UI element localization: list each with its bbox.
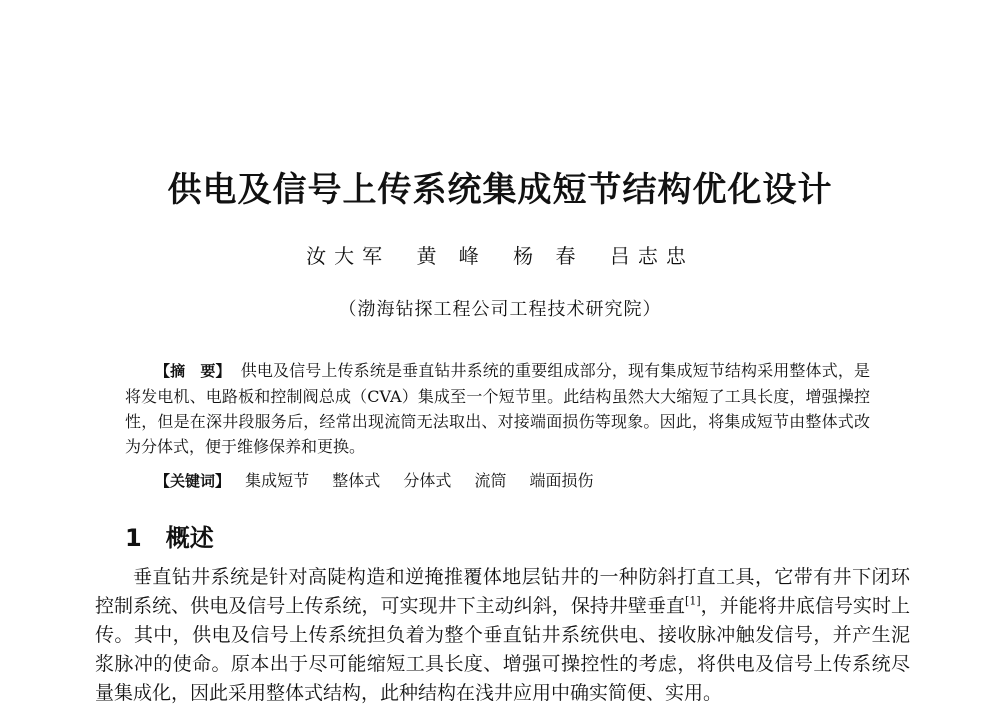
section-heading [125,523,214,553]
author-name: 吕志忠 [609,244,694,268]
keyword: 流筒 [474,471,507,490]
author-name: 黄 峰 [416,244,487,268]
keyword: 分体式 [403,471,452,490]
body-text-part2: ，并能将井底信号实时上传。其中，供电及信号上传系统担负着为整个垂直钻井系统供电、接收脉冲触发信号，并产生泥浆脉冲的使命。原本出于尽可能缩短工具长度、增强可操控性的考虑，将供电及信号上传系统尽量集成化，因此采用整体式结构，此种结构在浅井应用中确实简便、实用。 [95,595,910,704]
paper-title: 供电及信号上传系统集成短节结构优化设计 [167,170,833,210]
section-title: 概述 [165,524,214,552]
keyword: 集成短节 [245,471,310,490]
author-name: 杨 春 [513,244,584,268]
abstract [125,358,870,459]
citation-ref[interactable]: [1] [685,594,701,608]
author-list [0,243,1000,269]
abstract-label: 【摘 要】 [155,362,231,380]
body-text-part1: 垂直钻井系统是针对高陡构造和逆掩推覆体地层钻井的一种防斜打直工具，它带有井下闭环控制系统、供电及信号上传系统，可实现井下主动纠斜，保持井壁垂直 [95,566,910,617]
keyword: 端面损伤 [529,471,594,490]
affiliation: （渤海钻探工程公司工程技术研究院） [338,299,662,320]
body-paragraph [95,563,910,708]
keywords [155,468,870,494]
keywords-label: 【关键词】 [155,472,231,490]
abstract-text: 供电及信号上传系统是垂直钻井系统的重要组成部分，现有集成短节结构采用整体式，是将发电机、电路板和控制阀总成（CVA）集成至一个短节里。此结构虽然大大缩短了工具长度，增强操控性，但是在深井段服务后，经常出现流筒无法取出、对接端面损伤等现象。因此，将集成短节由整体式改为分体式，便于维修保养和更换。 [125,361,870,456]
keyword: 整体式 [332,471,381,490]
author-name: 汝大军 [306,244,391,268]
section-number: 1 [125,524,142,552]
